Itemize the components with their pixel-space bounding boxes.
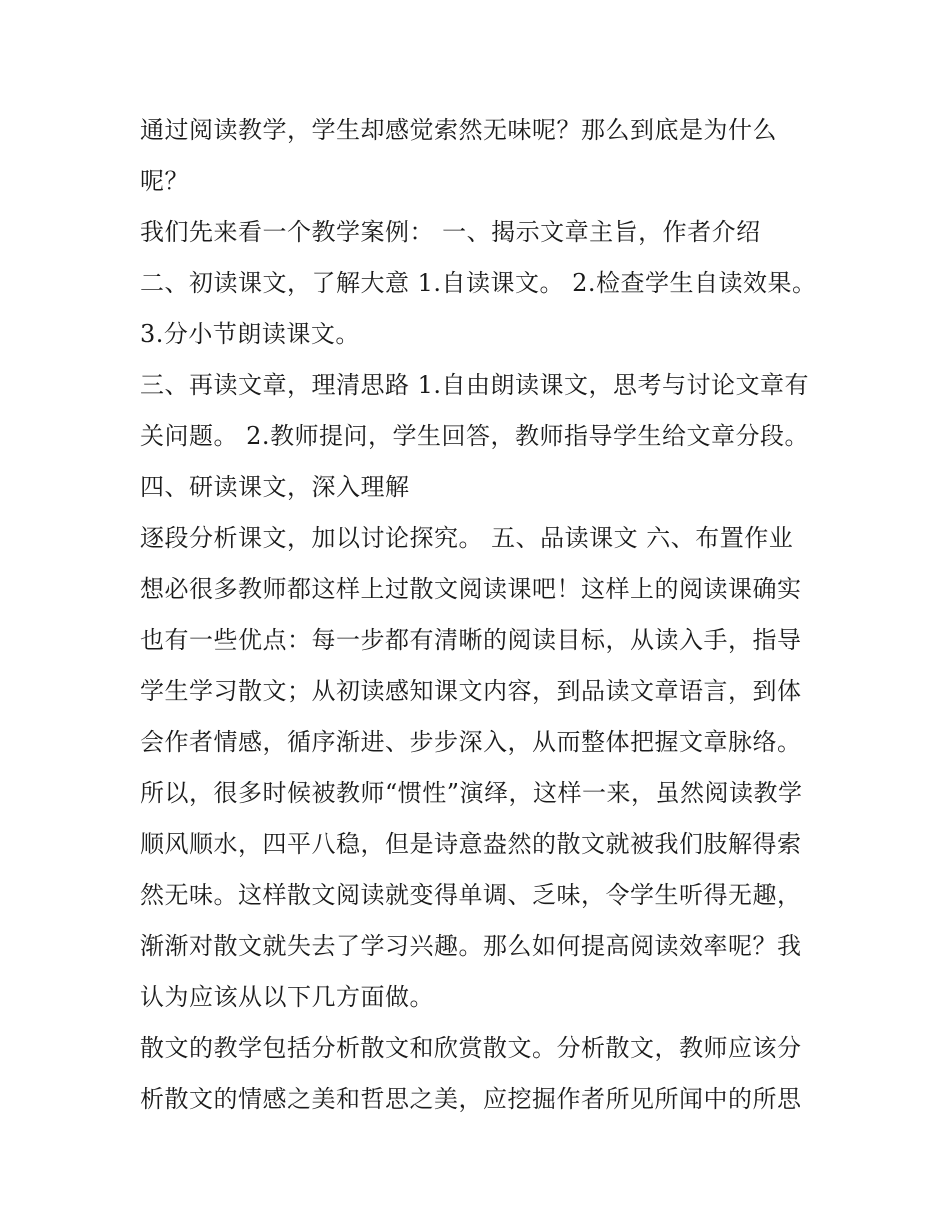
text-line: 会作者情感，循序渐进、步步深入，从而整体把握文章脉络。	[140, 728, 802, 756]
text-line: 认为应该从以下几方面做。	[140, 983, 434, 1011]
text-line: 渐渐对散文就失去了学习兴趣。那么如何提高阅读效率呢？我	[140, 932, 802, 960]
text-line: 所以，很多时候被教师“惯性”演绎，这样一来，虽然阅读教学	[140, 779, 803, 807]
text-line: 析散文的情感之美和哲思之美，应挖掘作者所见所闻中的所思	[140, 1085, 802, 1113]
text-line: 我们先来看一个教学案例： 一、揭示文章主旨，作者介绍	[140, 218, 761, 246]
text-line: 顺风顺水，四平八稳，但是诗意盎然的散文就被我们肢解得索	[140, 830, 802, 858]
text-line: 3.分小节朗读课文。	[140, 320, 360, 348]
text-line: 学生学习散文；从初读感知课文内容，到品读文章语言，到体	[140, 677, 802, 705]
text-line: 逐段分析课文，加以讨论探究。 五、品读课文 六、布置作业	[140, 524, 794, 552]
text-line: 也有一些优点：每一步都有清晰的阅读目标，从读入手，指导	[140, 626, 802, 654]
text-line: 呢？	[140, 167, 189, 195]
document-body	[140, 105, 820, 1125]
text-line: 二、初读课文，了解大意 1.自读课文。 2.检查学生自读效果。	[140, 269, 817, 297]
text-line: 三、再读文章，理清思路 1.自由朗读课文，思考与讨论文章有	[140, 371, 810, 399]
text-line: 散文的教学包括分析散文和欣赏散文。分析散文，教师应该分	[140, 1034, 802, 1062]
text-line: 想必很多教师都这样上过散文阅读课吧！这样上的阅读课确实	[140, 575, 802, 603]
text-line: 然无味。这样散文阅读就变得单调、乏味，令学生听得无趣，	[140, 881, 802, 909]
text-line: 四、研读课文，深入理解	[140, 473, 410, 501]
text-line: 关问题。 2.教师提问，学生回答，教师指导学生给文章分段。	[140, 422, 810, 450]
text-line: 通过阅读教学，学生却感觉索然无味呢？那么到底是为什么	[140, 116, 777, 144]
